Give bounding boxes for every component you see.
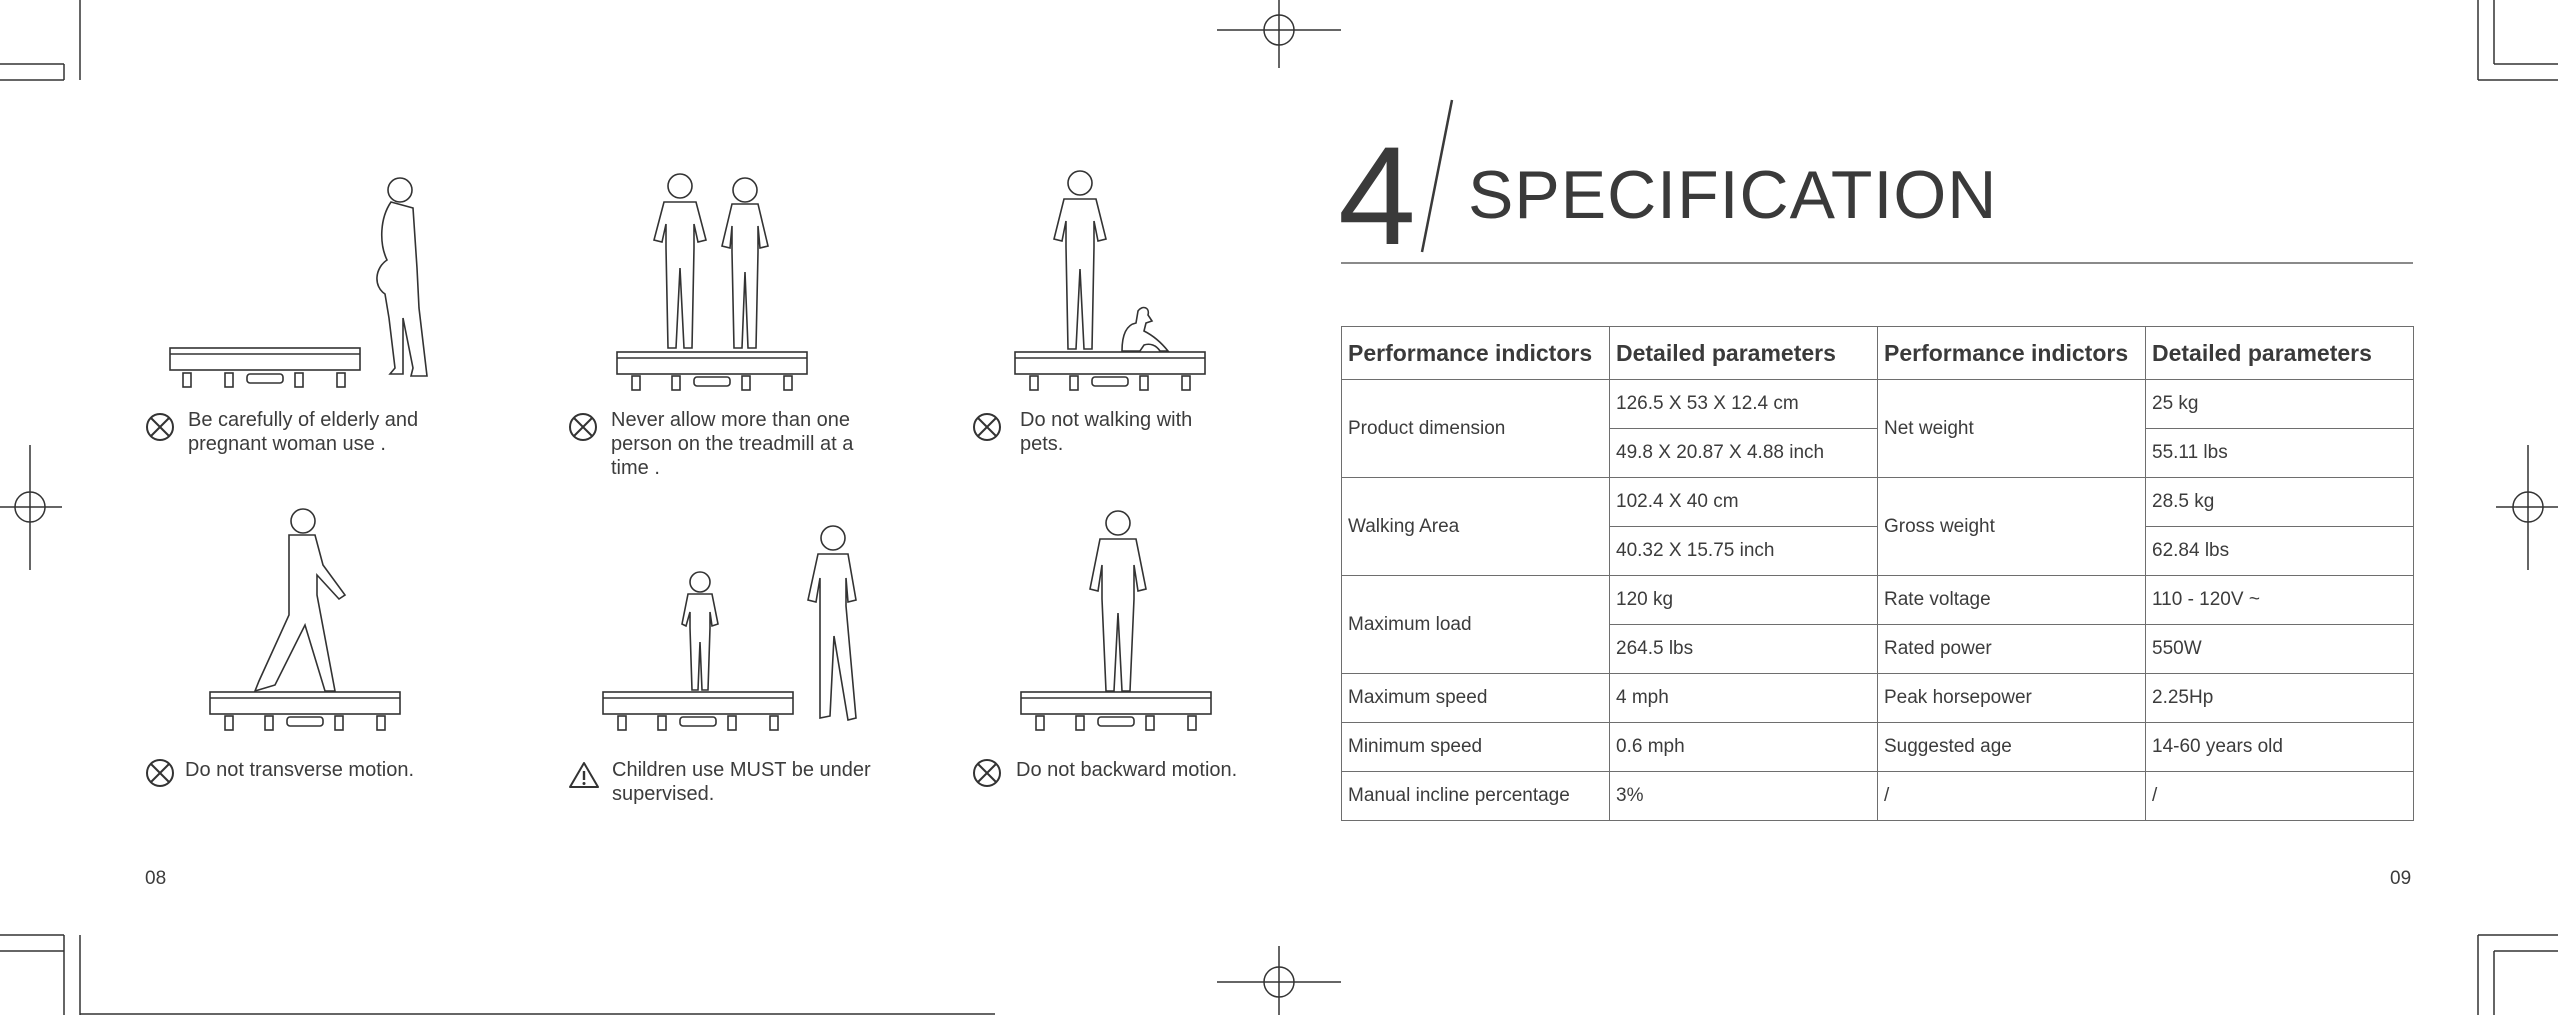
table-header: Detailed parameters [2146, 327, 2414, 380]
table-row [1342, 478, 2414, 527]
prohibited-icon [972, 758, 1002, 788]
table-cell-label: Product dimension [1342, 380, 1610, 478]
prohibited-icon [145, 758, 175, 788]
table-cell: 14-60 years old [2146, 723, 2414, 772]
table-cell: 120 kg [1610, 576, 1878, 625]
table-cell: 4 mph [1610, 674, 1878, 723]
table-cell: 0.6 mph [1610, 723, 1878, 772]
table-row [1342, 723, 2414, 772]
table-header: Detailed parameters [1610, 327, 1878, 380]
table-cell-label: Walking Area [1342, 478, 1610, 576]
table-cell-label: Peak horsepower [1878, 674, 2146, 723]
table-cell: 40.32 X 15.75 inch [1610, 527, 1878, 576]
page-number-left: 08 [145, 868, 167, 889]
section-number: 4 [1338, 117, 1416, 274]
table-cell: 2.25Hp [2146, 674, 2414, 723]
table-cell-label: Net weight [1878, 380, 2146, 478]
table-cell-label: / [1878, 772, 2146, 821]
page-number-right: 09 [2390, 868, 2412, 889]
table-cell: 264.5 lbs [1610, 625, 1878, 674]
table-header: Performance indictors [1342, 327, 1610, 380]
warning-caption: Do not transverse motion. [185, 759, 414, 781]
warning-caption: Do not backward motion. [1016, 759, 1238, 781]
table-cell: 126.5 X 53 X 12.4 cm [1610, 380, 1878, 429]
table-cell-label: Maximum speed [1342, 674, 1610, 723]
table-cell-label: Minimum speed [1342, 723, 1610, 772]
table-header: Performance indictors [1878, 327, 2146, 380]
table-header-row [1342, 327, 2414, 380]
table-cell-label: Suggested age [1878, 723, 2146, 772]
table-cell-label: Maximum load [1342, 576, 1610, 674]
illustration-backward [1016, 505, 1226, 743]
table-cell: 49.8 X 20.87 X 4.88 inch [1610, 429, 1878, 478]
table-row [1342, 772, 2414, 821]
table-cell: / [2146, 772, 2414, 821]
table-cell: 3% [1610, 772, 1878, 821]
prohibited-icon [568, 412, 598, 442]
table-cell-label: Rated power [1878, 625, 2146, 674]
title-slash [1418, 96, 1458, 256]
table-cell: 62.84 lbs [2146, 527, 2414, 576]
illustration-person-with-dog [1010, 165, 1230, 403]
specification-table [1341, 326, 2414, 821]
table-cell: 550W [2146, 625, 2414, 674]
illustration-walking-sideways [205, 505, 415, 745]
table-row [1342, 380, 2414, 429]
warning-caption: Children use MUST be under supervised. [612, 759, 871, 805]
section-title: SPECIFICATION [1468, 157, 1998, 233]
table-cell: 55.11 lbs [2146, 429, 2414, 478]
table-cell-label: Gross weight [1878, 478, 2146, 576]
table-row [1342, 576, 2414, 625]
warning-caption: Do not walking with pets. [1020, 409, 1193, 455]
title-divider [1341, 262, 2413, 264]
illustration-child-and-adult [598, 520, 868, 745]
table-cell: 28.5 kg [2146, 478, 2414, 527]
table-cell: 110 - 120V ~ [2146, 576, 2414, 625]
illustration-pregnant-woman [165, 168, 435, 398]
prohibited-icon [972, 412, 1002, 442]
table-cell-label: Rate voltage [1878, 576, 2146, 625]
table-row [1342, 674, 2414, 723]
table-cell-label: Manual incline percentage [1342, 772, 1610, 821]
warning-caption: Be carefully of elderly and pregnant woman use . [188, 409, 419, 455]
warning-caption: Never allow more than one person on the treadmill at a time . [611, 409, 854, 479]
illustration-two-people [612, 168, 832, 403]
table-cell: 102.4 X 40 cm [1610, 478, 1878, 527]
warning-triangle-icon [568, 760, 600, 790]
table-cell: 25 kg [2146, 380, 2414, 429]
prohibited-icon [145, 412, 175, 442]
